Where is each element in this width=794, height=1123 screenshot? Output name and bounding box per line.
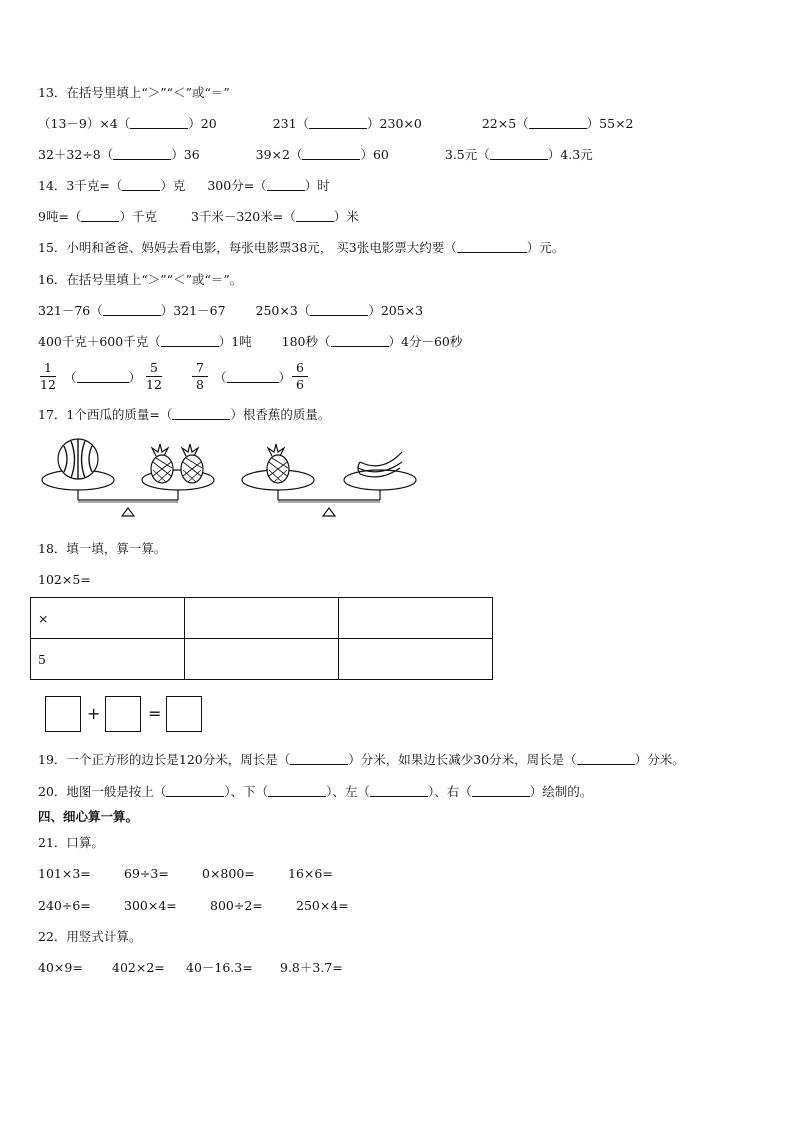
fraction: 5 12 [146, 360, 162, 392]
q21-row2: 240÷6= 300×4= 800÷2= 250×4= [38, 898, 349, 913]
answer-blank[interactable] [310, 303, 368, 316]
grid-cell: 5 [31, 639, 185, 680]
answer-blank[interactable] [490, 147, 548, 160]
grid-cell: × [31, 598, 185, 639]
q14-row1: 14．3千克=（ ）克 300分=（ ）时 [38, 178, 330, 193]
table-row [31, 639, 493, 680]
q22-title: 22．用竖式计算。 [38, 929, 142, 944]
grid-cell[interactable] [185, 639, 339, 680]
answer-blank[interactable] [81, 209, 119, 222]
multiplication-grid [30, 597, 493, 680]
q18-title: 18．填一填，算一算。 [38, 541, 167, 556]
grid-cell[interactable] [185, 598, 339, 639]
answer-blank[interactable] [296, 209, 334, 222]
answer-blank[interactable] [268, 784, 326, 797]
answer-blank[interactable] [77, 370, 129, 383]
watermelon-icon [58, 439, 98, 479]
grid-cell[interactable] [339, 639, 493, 680]
balance-scale-1 [42, 439, 214, 516]
fraction: 7 8 [192, 361, 208, 392]
answer-box[interactable] [105, 696, 141, 732]
pineapple-icon [151, 444, 173, 483]
pineapple-icon [181, 444, 203, 483]
answer-blank[interactable] [166, 784, 224, 797]
answer-blank[interactable] [331, 334, 389, 347]
answer-blank[interactable] [457, 240, 527, 253]
q17-text: 17．1个西瓜的质量=（ ）根香蕉的质量。 [38, 407, 331, 422]
answer-blank[interactable] [309, 116, 367, 129]
answer-blank[interactable] [529, 116, 587, 129]
q21-title: 21．口算。 [38, 835, 104, 850]
equals-sign: = [148, 704, 162, 723]
answer-box[interactable] [166, 696, 202, 732]
fraction: 6 6 [292, 361, 308, 392]
compare-blank: （ ） [64, 370, 142, 385]
q18-expression: 102×5= [38, 572, 91, 587]
answer-blank[interactable] [113, 147, 171, 160]
q22-row1: 40×9= 402×2= 40－16.3= 9.8＋3.7= [38, 960, 343, 975]
answer-blank[interactable] [370, 784, 428, 797]
q13-title: 13．在括号里填上“＞”“＜”或“＝” [38, 85, 230, 100]
q16-row2: 400千克＋600千克（ ）1吨 180秒（ ）4分－60秒 [38, 334, 463, 349]
q19-text: 19．一个正方形的边长是120分米，周长是（ ）分米，如果边长减少30分米，周长是（ ）分米。 [38, 752, 685, 767]
answer-blank[interactable] [227, 370, 279, 383]
answer-blank[interactable] [267, 178, 305, 191]
q20-text: 20．地图一般是按上（ ）、下（ ）、左（ ）、右（ ）绘制的。 [38, 784, 593, 799]
q13-row1: （13－9）×4（ ）20 231（ ）230×0 22×5（ ）55×2 [38, 116, 634, 131]
q13-row2: 32＋32÷8（ ）36 39×2（ ）60 3.5元（ ）4.3元 [38, 147, 593, 162]
table-row [31, 598, 493, 639]
answer-box[interactable] [45, 696, 81, 732]
balance-scales-illustration [38, 434, 428, 526]
fraction: 1 12 [40, 360, 56, 392]
q14-row2: 9吨=（ ）千克 3千米－320米=（ ）米 [38, 209, 359, 224]
answer-blank[interactable] [472, 784, 530, 797]
section-heading: 四、细心算一算。 [38, 809, 139, 824]
q16-row1: 321－76（ ）321－67 250×3（ ）205×3 [38, 303, 424, 318]
answer-blank[interactable] [577, 752, 635, 765]
answer-blank[interactable] [290, 752, 348, 765]
answer-blank[interactable] [122, 178, 160, 191]
answer-blank[interactable] [302, 147, 360, 160]
balance-scale-2 [242, 444, 416, 516]
answer-blank[interactable] [103, 303, 161, 316]
answer-blank[interactable] [130, 116, 188, 129]
plus-sign: + [87, 704, 101, 723]
grid-cell[interactable] [339, 598, 493, 639]
q15-text: 15．小明和爸爸、妈妈去看电影，每张电影票38元， 买3张电影票大约要（ ）元。 [38, 240, 565, 255]
q16-title: 16．在括号里填上“＞”“＜”或“＝”。 [38, 272, 243, 287]
q21-row1: 101×3= 69÷3= 0×800= 16×6= [38, 866, 333, 881]
answer-blank[interactable] [172, 407, 230, 420]
answer-blank[interactable] [161, 334, 219, 347]
pineapple-icon [267, 444, 289, 483]
compare-blank: （ ） [214, 370, 292, 385]
